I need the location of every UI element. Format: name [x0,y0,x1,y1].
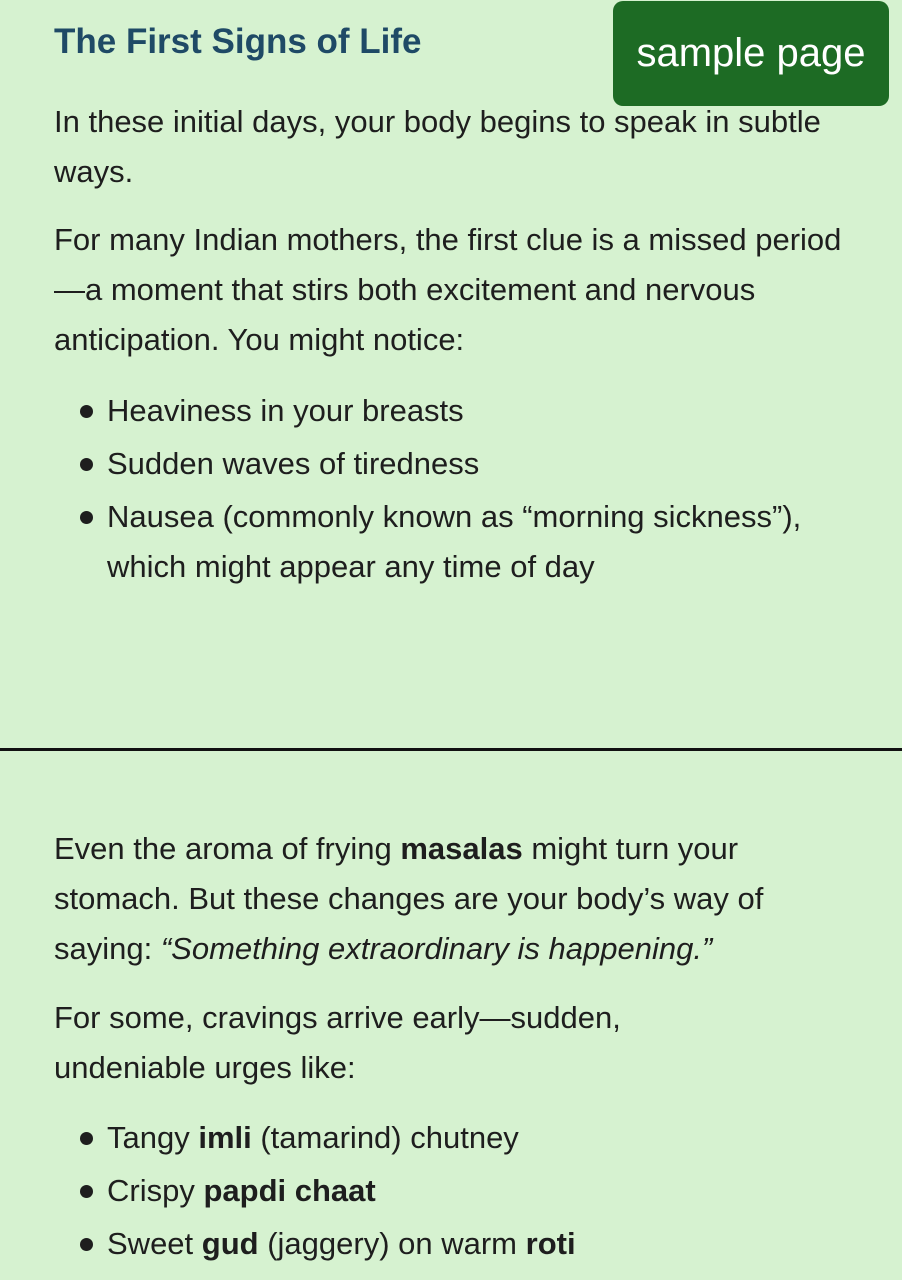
list-item [0,386,902,436]
craving-pre: Crispy [107,1173,204,1208]
craving-pre: Sweet [107,1226,202,1261]
list-item [0,492,902,592]
craving-pre: Tangy [107,1120,199,1155]
section-divider [0,748,902,751]
missed-period-paragraph: For many Indian mothers, the first clue is a missed period—a moment that stirs both excitement and nervous anticipation. You might notice: [54,222,842,357]
list-item [0,1166,902,1216]
craving-bold-secondary: roti [525,1226,576,1261]
aroma-paragraph [54,824,854,974]
bullet-icon [80,405,93,418]
list-item-text: Heaviness in your breasts [107,393,464,428]
craving-post: (tamarind) chutney [251,1120,519,1155]
bullet-icon [80,458,93,471]
craving-bold: imli [198,1120,252,1155]
list-item [0,439,902,489]
aroma-quote: “Something extraordinary is happening.” [160,931,713,966]
list-item [0,1219,902,1269]
cravings-list [0,1113,902,1272]
aroma-text-start: Even the aroma of frying [54,831,401,866]
craving-bold: papdi chaat [203,1173,376,1208]
aroma-text-middle: might turn your stomach. But these changes are your body’s way of saying: [54,831,764,966]
cravings-paragraph: For some, cravings arrive early—sudden, undeniable urges like: [54,1000,621,1085]
list-item [0,1113,902,1163]
intro-paragraph: In these initial days, your body begins to speak in subtle ways. [54,104,821,189]
list-item-text: Sudden waves of tiredness [107,446,480,481]
bullet-icon [80,1238,93,1251]
section-title: The First Signs of Life [54,22,422,61]
craving-bold: gud [201,1226,259,1261]
aroma-bold-term: masalas [400,831,523,866]
sample-page-badge: sample page [613,1,889,106]
bullet-icon [80,1132,93,1145]
bullet-icon [80,1185,93,1198]
craving-post: (jaggery) on warm [258,1226,526,1261]
list-item-text: Nausea (commonly known as “morning sickness”), which might appear any time of day [107,499,802,584]
symptoms-list [0,386,902,595]
bullet-icon [80,511,93,524]
